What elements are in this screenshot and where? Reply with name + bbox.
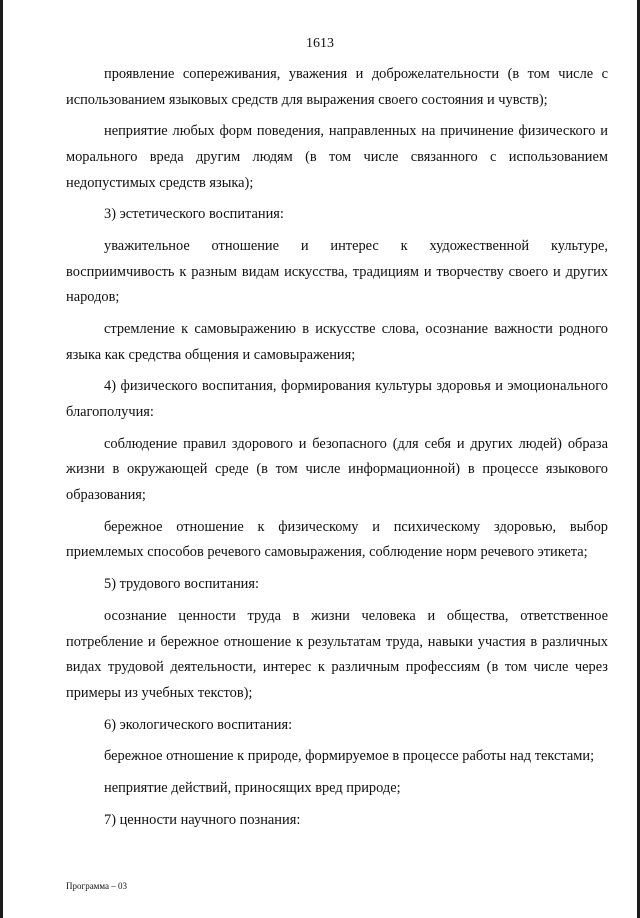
paragraph-value-of-labor: осознание ценности труда в жизни человека и общества, ответственное потребление и бережное отношение к результатам труда, навыки участия в различных видах трудовой деятельности, интерес к различным профессиям (в том числе через примеры из учебных текстов); [66, 607, 608, 701]
section-heading-labor: 5) трудового воспитания: [104, 576, 260, 593]
footer-program-label: Программа – 03 [66, 881, 128, 891]
paragraph-self-expression: стремление к самовыражению в искусстве слова, осознание важности родного языка как средства общения и самовыражения; [66, 321, 608, 363]
paragraph-rejection-of-harm: неприятие любых форм поведения, направленных на причинение физического и морального вреда другим людям (в том числе связанного с использованием недопустимых средств языка); [66, 123, 608, 191]
page-frame-left-edge [0, 0, 3, 918]
paragraph-care-for-nature: бережное отношение к природе, формируемое в процессе работы над текстами; [104, 748, 595, 765]
paragraph-healthy-lifestyle: соблюдение правил здорового и безопасного (для себя и других людей) образа жизни в окружающей среде (в том числе информационной) в процессе языкового образования; [66, 435, 608, 504]
page-number: 1613 [306, 36, 334, 51]
paragraph-rejection-of-nature-harm: неприятие действий, приносящих вред природе; [104, 780, 401, 797]
paragraph-respect-for-culture: уважительное отношение и интерес к художественной культуре, восприимчивость к разным видам искусства, традициям и творчеству своего и других народов; [66, 238, 608, 306]
section-heading-aesthetic: 3) эстетического воспитания: [104, 206, 284, 223]
paragraph-health-care: бережное отношение к физическому и психическому здоровью, выбор приемлемых способов речевого самовыражения, соблюдение норм речевого этикета; [66, 518, 608, 561]
section-heading-ecological: 6) экологического воспитания: [104, 716, 293, 733]
section-heading-physical: 4) физического воспитания, формирования культуры здоровья и эмоционального благополучия: [66, 378, 608, 421]
document-body [66, 62, 608, 840]
paragraph-empathy: проявление сопереживания, уважения и доброжелательности (в том числе с использованием языковых средств для выражения своего состояния и чувств); [66, 66, 608, 108]
section-heading-scientific: 7) ценности научного познания: [104, 811, 301, 828]
